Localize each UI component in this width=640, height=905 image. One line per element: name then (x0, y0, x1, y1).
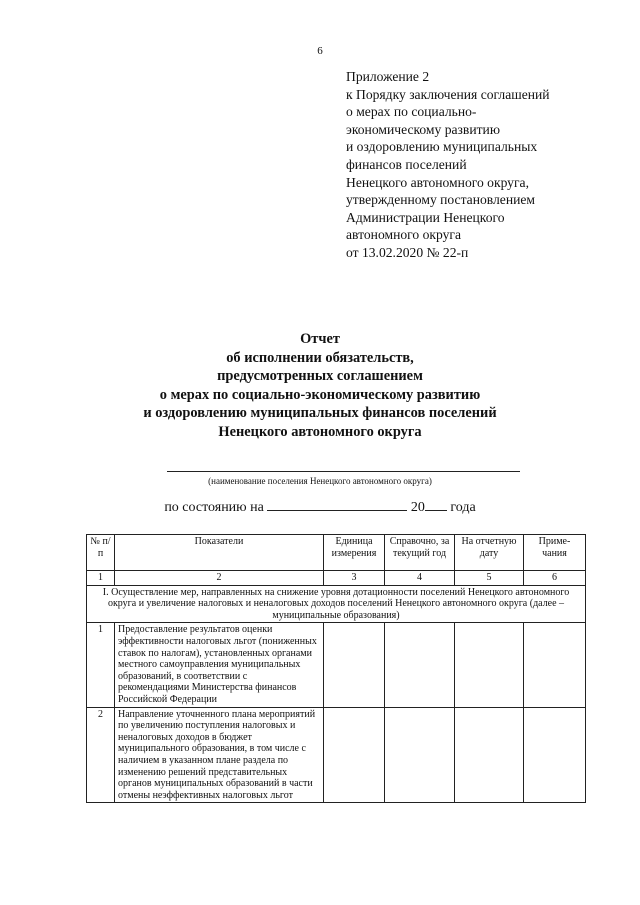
current-year-cell (385, 707, 455, 803)
header-cell: Справочно, за текущий год (385, 535, 455, 571)
header-cell: № п/п (87, 535, 115, 571)
column-number-row (87, 571, 586, 586)
header-cell: Единица измерения (324, 535, 385, 571)
row-number: 2 (87, 707, 115, 803)
as-of-year: 20 (410, 500, 425, 515)
appendix-line: экономическому развитию (346, 121, 500, 137)
appendix-line: утвержденному постановлением (346, 192, 536, 208)
appendix-line: автономного округа (346, 227, 462, 243)
unit-cell (324, 707, 385, 803)
column-number: 1 (87, 571, 115, 586)
appendix-block (346, 68, 550, 262)
year-blank (425, 498, 447, 511)
title-line: Отчет (300, 331, 340, 347)
settlement-caption: (наименование поселения Ненецкого автономного округа) (208, 476, 432, 486)
title-line: и оздоровлению муниципальных финансов поселений (143, 405, 497, 422)
settlement-name-line (167, 471, 520, 472)
row-indicator: Предоставление результатов оценки эффективности налоговых льгот (пониженных ставок по налогам), установленных органами местного самоуправления муниципальных образований, в соответствии с рекомендациями Министерства финансов Российской Федерации (115, 623, 324, 707)
section-row (87, 585, 586, 623)
notes-cell (524, 707, 586, 803)
notes-cell (524, 623, 586, 707)
row-number: 1 (87, 623, 115, 707)
header-cell: Показатели (115, 535, 324, 571)
unit-cell (324, 623, 385, 707)
appendix-line: к Порядку заключения соглашений (346, 86, 550, 102)
title-line: Ненецкого автономного округа (218, 423, 422, 440)
column-number: 2 (115, 571, 324, 586)
row-indicator: Направление уточненного плана мероприятий по увеличению поступления налоговых и неналоговых доходов в бюджет муниципального образования, в том числе с наличием в указанном плане раздела по изменению решений представительных органов муниципальных образований в части отмены неэффективных налоговых льгот (115, 707, 324, 803)
date-blank (267, 498, 407, 511)
column-number: 3 (324, 571, 385, 586)
header-cell: На отчетную дату (455, 535, 524, 571)
appendix-line: Администрации Ненецкого (346, 209, 505, 225)
header-row (87, 535, 586, 571)
current-year-cell (385, 623, 455, 707)
table-row (87, 623, 586, 707)
appendix-line: и оздоровлению муниципальных (346, 139, 538, 155)
header-cell: Приме-чания (524, 535, 586, 571)
as-of-line (0, 498, 640, 516)
title-line: предусмотренных соглашением (217, 368, 423, 385)
column-number: 5 (455, 571, 524, 586)
title-line: об исполнении обязательств, (226, 349, 414, 366)
as-of-suffix: года (450, 500, 476, 515)
report-date-cell (455, 707, 524, 803)
table-row (87, 707, 586, 803)
appendix-line: от 13.02.2020 № 22-п (346, 244, 469, 260)
as-of-prefix: по состоянию на (164, 500, 264, 515)
page-number: 6 (317, 45, 323, 57)
title-line: о мерах по социально-экономическому развитию (159, 386, 481, 403)
report-title (0, 330, 640, 442)
column-number: 6 (524, 571, 586, 586)
column-number: 4 (385, 571, 455, 586)
appendix-line: о мерах по социально- (346, 104, 477, 120)
report-table (86, 534, 586, 803)
report-date-cell (455, 623, 524, 707)
appendix-line: финансов поселений (346, 156, 467, 172)
appendix-line: Приложение 2 (346, 69, 430, 84)
section-title: I. Осуществление мер, направленных на снижение уровня дотационности поселений Ненецкого автономного округа и увеличение налоговых и неналоговых доходов поселений Ненецкого автономного округа (далее – муниципальные образования) (87, 585, 586, 623)
appendix-line: Ненецкого автономного округа, (346, 174, 529, 190)
